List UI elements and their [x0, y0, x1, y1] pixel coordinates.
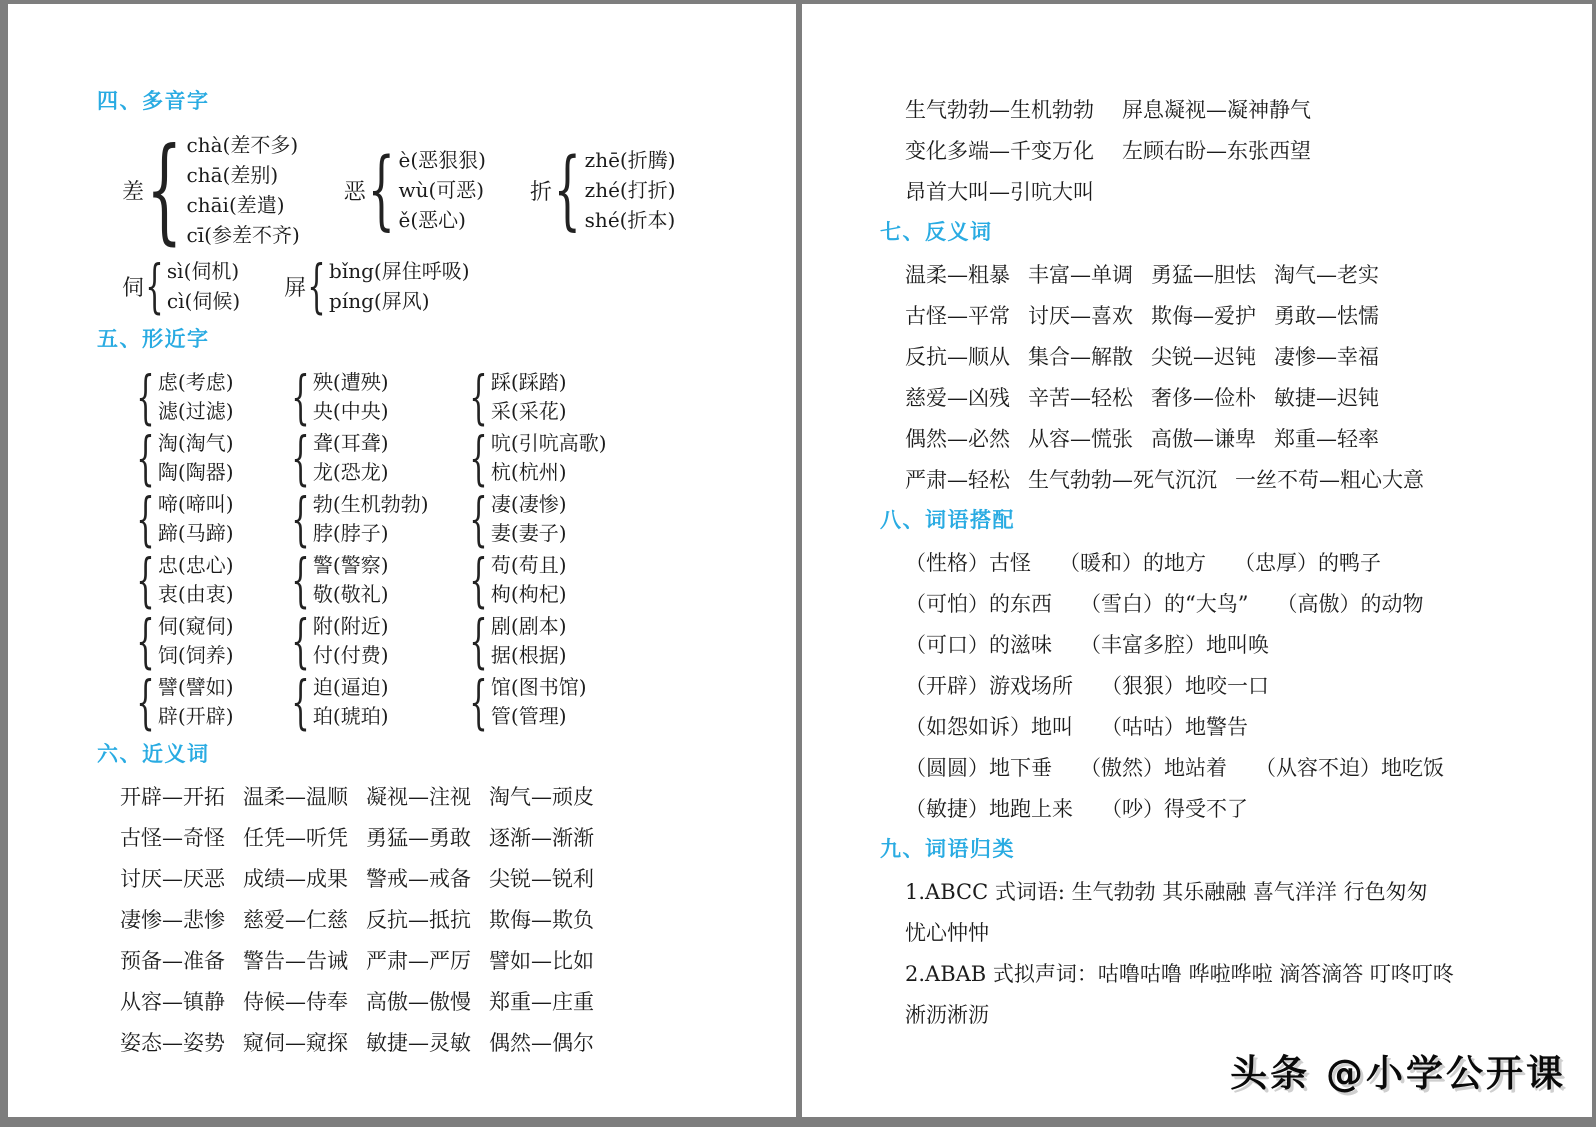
word-row [905, 96, 1572, 124]
word-pair: 反抗—顺从 [905, 345, 1010, 369]
word-pair: 郑重—轻率 [1274, 427, 1379, 451]
lookalike-words [489, 612, 567, 670]
left-brace-icon: { [469, 668, 488, 736]
lookalike-word-line: 凄(凄惨) [490, 492, 567, 516]
section-heading-collocations: 八、词语搭配 [880, 508, 1015, 532]
word-pair: 辛苦—轻松 [1028, 386, 1133, 410]
word-row [905, 549, 1572, 577]
lookalike-words [311, 368, 389, 426]
lookalike-word-line: 据(根据) [490, 643, 567, 667]
word-pair: 逐渐—渐渐 [489, 826, 594, 850]
lookalike-words [156, 490, 234, 548]
word-pair: 奢侈—俭朴 [1151, 386, 1256, 410]
word-pair: 任凭—听凭 [243, 826, 348, 850]
antonym-rows [905, 261, 1572, 494]
word-row [120, 824, 768, 852]
page-left [8, 4, 796, 1117]
polyphone-head-char: 伺 [122, 275, 145, 301]
left-brace-icon: { [469, 424, 488, 492]
word-pair: 偶然—偶尔 [489, 1031, 594, 1055]
lookalike-pair [135, 363, 290, 431]
word-pair: 古怪—平常 [905, 304, 1010, 328]
polyphone-reading-line: bǐng(屏住呼吸) [329, 259, 470, 283]
left-brace-icon: { [367, 140, 395, 240]
word-pair: 勇敢—怯懦 [1274, 304, 1379, 328]
word-row [905, 178, 1572, 206]
lookalike-word-line: 杭(杭州) [490, 460, 567, 484]
polyphone-reading-line: è(恶狠狠) [398, 148, 486, 172]
word-pair: 温柔—温顺 [243, 785, 348, 809]
lookalike-word-line: 淘(淘气) [157, 431, 234, 455]
page-left-content [8, 4, 796, 1057]
lookalike-pair [135, 607, 290, 675]
word-pair: 淘气—老实 [1274, 263, 1379, 287]
text-line: 淅沥淅沥 [905, 1003, 989, 1027]
left-brace-icon: { [136, 607, 155, 675]
lookalike-word-line: 敬(敬礼) [312, 582, 389, 606]
lookalike-words [311, 612, 389, 670]
polyphone-head-char: 差 [122, 179, 145, 205]
lookalike-word-line: 采(采花) [490, 399, 567, 423]
word-pair: 变化多端—千变万化 [905, 139, 1094, 163]
word-pair: 勇猛—胆怯 [1151, 263, 1256, 287]
lookalike-word-line: 啼(啼叫) [157, 492, 234, 516]
word-pair: 偶然—必然 [905, 427, 1010, 451]
lookalike-word-line: 虑(考虑) [157, 370, 234, 394]
word-pair: （性格）古怪 [905, 551, 1031, 575]
word-row [120, 906, 768, 934]
lookalike-word-line: 辟(开辟) [157, 704, 234, 728]
word-pair: 凄惨—悲惨 [120, 908, 225, 932]
word-row [905, 713, 1572, 741]
left-brace-icon: { [291, 485, 310, 553]
lookalike-word-line: 馆(图书馆) [490, 675, 587, 699]
word-pair: 敏捷—灵敏 [366, 1031, 471, 1055]
left-brace-icon: { [136, 546, 155, 614]
word-pair: 欺侮—欺负 [489, 908, 594, 932]
lookalike-word-line: 管(管理) [490, 704, 567, 728]
lookalike-word-line: 龙(恐龙) [312, 460, 389, 484]
word-row [120, 783, 768, 811]
word-pair: 严肃—严厉 [366, 949, 471, 973]
lookalike-word-line: 附(附近) [312, 614, 389, 638]
text-line: 忧心忡忡 [905, 921, 989, 945]
synonym-continuation-rows [905, 96, 1572, 206]
polyphone-head-char: 恶 [343, 179, 366, 205]
word-pair: （暖和）的地方 [1059, 551, 1206, 575]
word-pair: （可口）的滋味 [905, 633, 1052, 657]
lookalike-pair [290, 363, 468, 431]
lookalike-word-line: 付(付费) [312, 643, 389, 667]
left-brace-icon: { [469, 546, 488, 614]
lookalike-word-line: 陶(陶器) [157, 460, 234, 484]
polyphone-reading-line: chāi(差遣) [186, 193, 285, 217]
polyphone-readings [583, 145, 676, 235]
lookalike-words [489, 368, 567, 426]
polyphone-readings [327, 256, 470, 316]
lookalike-word-line: 滤(过滤) [157, 399, 234, 423]
polyphone-head-char: 折 [529, 179, 552, 205]
section-heading-polyphones: 四、多音字 [97, 89, 210, 113]
lookalike-words [489, 551, 567, 609]
lookalike-word-line: 衷(由衷) [157, 582, 234, 606]
left-brace-icon: { [291, 546, 310, 614]
text-line: 2.ABAB 式拟声词：咕噜咕噜 哗啦哗啦 滴答滴答 叮咚叮咚 [905, 962, 1454, 986]
word-row [905, 261, 1572, 289]
lookalike-word-line: 聋(耳聋) [312, 431, 389, 455]
lookalike-word-line: 饲(饲养) [157, 643, 234, 667]
text-line: 1.ABCC 式词语: 生气勃勃 其乐融融 喜气洋洋 行色匆匆 [905, 880, 1428, 904]
polyphone-reading-line: zhé(打折) [584, 178, 676, 202]
word-row [905, 590, 1572, 618]
lookalike-grid [135, 363, 768, 736]
word-pair: 凄惨—幸福 [1274, 345, 1379, 369]
word-pair: 郑重—庄重 [489, 990, 594, 1014]
lookalike-pair [135, 424, 290, 492]
lookalike-word-line: 踩(踩踏) [490, 370, 567, 394]
word-pair: 反抗—抵抗 [366, 908, 471, 932]
left-brace-icon: { [145, 252, 164, 320]
lookalike-words [489, 429, 607, 487]
word-pair: （如怨如诉）地叫 [905, 715, 1073, 739]
word-pair: 古怪—奇怪 [120, 826, 225, 850]
lookalike-pair [290, 424, 468, 492]
lookalike-word-line: 央(中央) [312, 399, 389, 423]
word-pair: 淘气—顽皮 [489, 785, 594, 809]
word-pair: 慈爱—仁慈 [243, 908, 348, 932]
word-pair: 一丝不苟—粗心大意 [1235, 468, 1424, 492]
left-brace-icon: { [136, 363, 155, 431]
lookalike-words [311, 673, 389, 731]
lookalike-words [156, 368, 234, 426]
word-pair: （圆圆）地下垂 [905, 756, 1052, 780]
word-row [905, 137, 1572, 165]
lookalike-word-line: 吭(引吭高歌) [490, 431, 607, 455]
left-brace-icon: { [553, 140, 581, 240]
word-pair: 敏捷—迟钝 [1274, 386, 1379, 410]
word-row [120, 865, 768, 893]
polyphone-reading-line: cī(参差不齐) [186, 223, 300, 247]
word-pair: 集合—解散 [1028, 345, 1133, 369]
lookalike-words [156, 429, 234, 487]
word-row [120, 1029, 768, 1057]
word-pair: （忠厚）的鸭子 [1234, 551, 1381, 575]
polyphone-readings [185, 130, 300, 250]
word-pair: （可怕）的东西 [905, 592, 1052, 616]
word-pair: 窥伺—窥探 [243, 1031, 348, 1055]
left-brace-icon: { [146, 123, 183, 256]
word-pair: （咕咕）地警告 [1101, 715, 1248, 739]
word-pair: 凝视—注视 [366, 785, 471, 809]
page-right-content [802, 4, 1592, 1117]
left-brace-icon: { [307, 252, 326, 320]
left-brace-icon: { [469, 607, 488, 675]
polyphone-reading-line: chà(差不多) [186, 133, 299, 157]
lookalike-word-line: 剧(剧本) [490, 614, 567, 638]
lookalike-pair [468, 607, 768, 675]
lookalike-word-line: 脖(脖子) [312, 521, 389, 545]
left-brace-icon: { [291, 424, 310, 492]
word-pair: （吵）得受不了 [1101, 797, 1248, 821]
lookalike-pair [468, 668, 768, 736]
polyphone-reading-line: sì(伺机) [166, 259, 240, 283]
word-pair: （开辟）游戏场所 [905, 674, 1073, 698]
word-pair: 预备—准备 [120, 949, 225, 973]
category-lines [905, 878, 1572, 1029]
word-pair: 姿态—姿势 [120, 1031, 225, 1055]
polyphone-reading-line: shé(折本) [584, 208, 676, 232]
polyphone-reading-line: ě(恶心) [398, 208, 466, 232]
left-brace-icon: { [469, 363, 488, 431]
word-pair: 昂首大叫—引吭大叫 [905, 180, 1094, 204]
lookalike-words [156, 673, 234, 731]
word-pair: （雪白）的“大鸟” [1080, 592, 1249, 616]
lookalike-pair [290, 485, 468, 553]
polyphone-group [343, 140, 486, 240]
word-pair: 温柔—粗暴 [905, 263, 1010, 287]
polyphone-reading-line: chā(差别) [186, 163, 279, 187]
word-pair: 高傲—傲慢 [366, 990, 471, 1014]
section-heading-categories: 九、词语归类 [880, 837, 1015, 861]
left-brace-icon: { [136, 424, 155, 492]
word-pair: 从容—镇静 [120, 990, 225, 1014]
lookalike-word-line: 殃(遭殃) [312, 370, 389, 394]
word-pair: 侍候—侍奉 [243, 990, 348, 1014]
left-brace-icon: { [291, 607, 310, 675]
word-row [905, 384, 1572, 412]
lookalike-words [489, 490, 567, 548]
lookalike-words [311, 490, 429, 548]
polyphone-group [122, 123, 300, 256]
word-pair: 严肃—轻松 [905, 468, 1010, 492]
left-brace-icon: { [291, 363, 310, 431]
word-pair: （从容不迫）地吃饭 [1255, 756, 1444, 780]
word-row [120, 988, 768, 1016]
lookalike-pair [290, 668, 468, 736]
polyphone-group [529, 140, 676, 240]
lookalike-words [489, 673, 587, 731]
word-pair: 慈爱—凶残 [905, 386, 1010, 410]
word-pair: 警戒—戒备 [366, 867, 471, 891]
word-pair: 生气勃勃—死气沉沉 [1028, 468, 1217, 492]
word-pair: 勇猛—勇敢 [366, 826, 471, 850]
word-pair: 成绩—成果 [243, 867, 348, 891]
lookalike-pair [135, 485, 290, 553]
word-pair: 高傲—谦卑 [1151, 427, 1256, 451]
polyphone-group [284, 252, 470, 320]
word-pair: （敏捷）地跑上来 [905, 797, 1073, 821]
left-brace-icon: { [291, 668, 310, 736]
word-pair: （傲然）地站着 [1080, 756, 1227, 780]
polyphone-reading-line: zhē(折腾) [584, 148, 676, 172]
polyphone-row-2 [122, 252, 768, 320]
word-pair: 左顾右盼—东张西望 [1122, 139, 1311, 163]
lookalike-words [156, 551, 234, 609]
lookalike-words [156, 612, 234, 670]
section-heading-antonyms: 七、反义词 [880, 220, 993, 244]
lookalike-word-line: 勃(生机勃勃) [312, 492, 429, 516]
lookalike-pair [290, 546, 468, 614]
polyphone-readings [165, 256, 240, 316]
section-heading-lookalikes: 五、形近字 [97, 327, 210, 351]
lookalike-pair [468, 546, 768, 614]
word-pair: （丰富多腔）地叫唤 [1080, 633, 1269, 657]
left-brace-icon: { [136, 485, 155, 553]
polyphone-group [122, 252, 241, 320]
word-row [905, 795, 1572, 823]
lookalike-word-line: 迫(逼迫) [312, 675, 389, 699]
lookalike-pair [135, 668, 290, 736]
lookalike-word-line: 譬(譬如) [157, 675, 234, 699]
page-right [802, 4, 1592, 1117]
word-pair: （高傲）的动物 [1276, 592, 1424, 616]
lookalike-word-line: 枸(枸杞) [490, 582, 567, 606]
polyphone-reading-line: wù(可恶) [398, 178, 485, 202]
lookalike-pair [468, 485, 768, 553]
watermark: 头条 @小学公开课 [1230, 1052, 1566, 1095]
word-pair: 譬如—比如 [489, 949, 594, 973]
lookalike-word-line: 苟(苟且) [490, 553, 567, 577]
lookalike-pair [468, 424, 768, 492]
word-row [905, 425, 1572, 453]
word-pair: 从容—慌张 [1028, 427, 1133, 451]
word-pair: 讨厌—喜欢 [1028, 304, 1133, 328]
word-row [905, 466, 1572, 494]
word-row [905, 302, 1572, 330]
polyphone-reading-line: cì(伺候) [166, 289, 241, 313]
word-pair: 尖锐—锐利 [489, 867, 594, 891]
polyphone-readings [396, 145, 485, 235]
lookalike-words [311, 551, 389, 609]
word-pair: 丰富—单调 [1028, 263, 1133, 287]
lookalike-pair [135, 546, 290, 614]
word-pair: 尖锐—迟钝 [1151, 345, 1256, 369]
word-pair: 开辟—开拓 [120, 785, 225, 809]
word-row [905, 672, 1572, 700]
section-heading-synonyms: 六、近义词 [97, 742, 210, 766]
word-pair: 生气勃勃—生机勃勃 [905, 98, 1094, 122]
polyphone-row-1 [122, 123, 768, 256]
word-pair: 屏息凝视—凝神静气 [1122, 98, 1311, 122]
word-pair: 讨厌—厌恶 [120, 867, 225, 891]
word-row [120, 947, 768, 975]
lookalike-word-line: 警(警察) [312, 553, 389, 577]
left-brace-icon: { [136, 668, 155, 736]
word-row [905, 631, 1572, 659]
word-row [905, 343, 1572, 371]
word-row [905, 754, 1572, 782]
lookalike-word-line: 珀(琥珀) [312, 704, 389, 728]
left-brace-icon: { [469, 485, 488, 553]
lookalike-word-line: 伺(窥伺) [157, 614, 234, 638]
collocation-rows [905, 549, 1572, 823]
lookalike-pair [468, 363, 768, 431]
word-pair: 欺侮—爱护 [1151, 304, 1256, 328]
synonym-rows [120, 783, 768, 1057]
word-pair: （狠狠）地咬一口 [1101, 674, 1269, 698]
polyphone-head-char: 屏 [284, 275, 307, 301]
lookalike-word-line: 蹄(马蹄) [157, 521, 234, 545]
word-pair: 警告—告诫 [243, 949, 348, 973]
lookalike-pair [290, 607, 468, 675]
lookalike-words [311, 429, 389, 487]
lookalike-word-line: 忠(忠心) [157, 553, 234, 577]
polyphone-reading-line: píng(屏风) [329, 289, 430, 313]
lookalike-word-line: 妻(妻子) [490, 521, 567, 545]
